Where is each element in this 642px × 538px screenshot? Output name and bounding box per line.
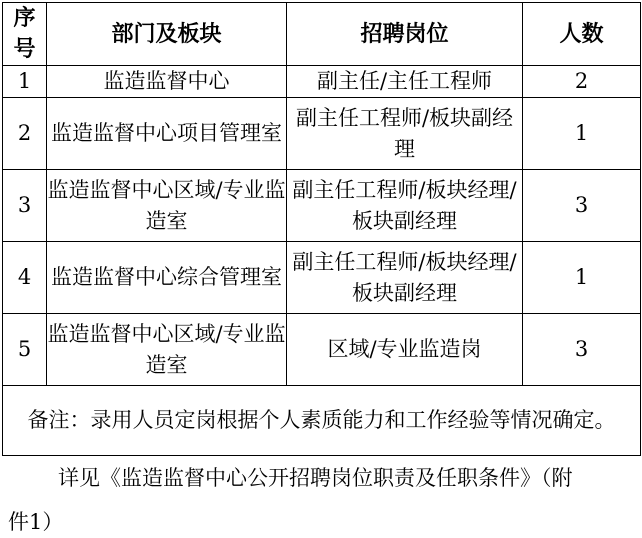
table-row	[3, 314, 641, 386]
reference-line-1: 详见《监造监督中心公开招聘岗位职责及任职条件》（附	[58, 466, 573, 490]
row-position: 副主任工程师/板块经理/板块副经理	[287, 242, 523, 314]
reference-paragraph	[8, 462, 634, 538]
row-seq: 5	[3, 314, 47, 386]
row-count: 3	[523, 314, 641, 386]
header-seq-bottom: 号	[13, 36, 36, 62]
row-seq: 2	[3, 98, 47, 170]
table-row	[3, 66, 641, 98]
row-position: 区域/专业监造岗	[287, 314, 523, 386]
row-dept: 监造监督中心区域/专业监造室	[47, 314, 287, 386]
row-position: 副主任/主任工程师	[287, 66, 523, 98]
reference-line-2: 件1）	[8, 510, 64, 534]
table-row	[3, 242, 641, 314]
header-position: 招聘岗位	[287, 3, 523, 66]
row-seq: 3	[3, 170, 47, 242]
row-dept: 监造监督中心综合管理室	[47, 242, 287, 314]
recruitment-table	[2, 2, 641, 456]
row-count: 2	[523, 66, 641, 98]
row-dept: 监造监督中心项目管理室	[47, 98, 287, 170]
header-count: 人数	[523, 3, 641, 66]
row-seq: 4	[3, 242, 47, 314]
row-position: 副主任工程师/板块副经理	[287, 98, 523, 170]
row-dept: 监造监督中心	[47, 66, 287, 98]
header-dept: 部门及板块	[47, 3, 287, 66]
row-dept: 监造监督中心区域/专业监造室	[47, 170, 287, 242]
header-seq	[3, 3, 47, 66]
table-row	[3, 170, 641, 242]
row-count: 1	[523, 98, 641, 170]
table-header-row	[3, 3, 641, 66]
table-row	[3, 98, 641, 170]
table-note: 备注：录用人员定岗根据个人素质能力和工作经验等情况确定。	[3, 386, 641, 456]
row-position: 副主任工程师/板块经理/板块副经理	[287, 170, 523, 242]
table-note-row	[3, 386, 641, 456]
row-seq: 1	[3, 66, 47, 98]
header-seq-top: 序	[13, 5, 36, 31]
row-count: 3	[523, 170, 641, 242]
row-count: 1	[523, 242, 641, 314]
